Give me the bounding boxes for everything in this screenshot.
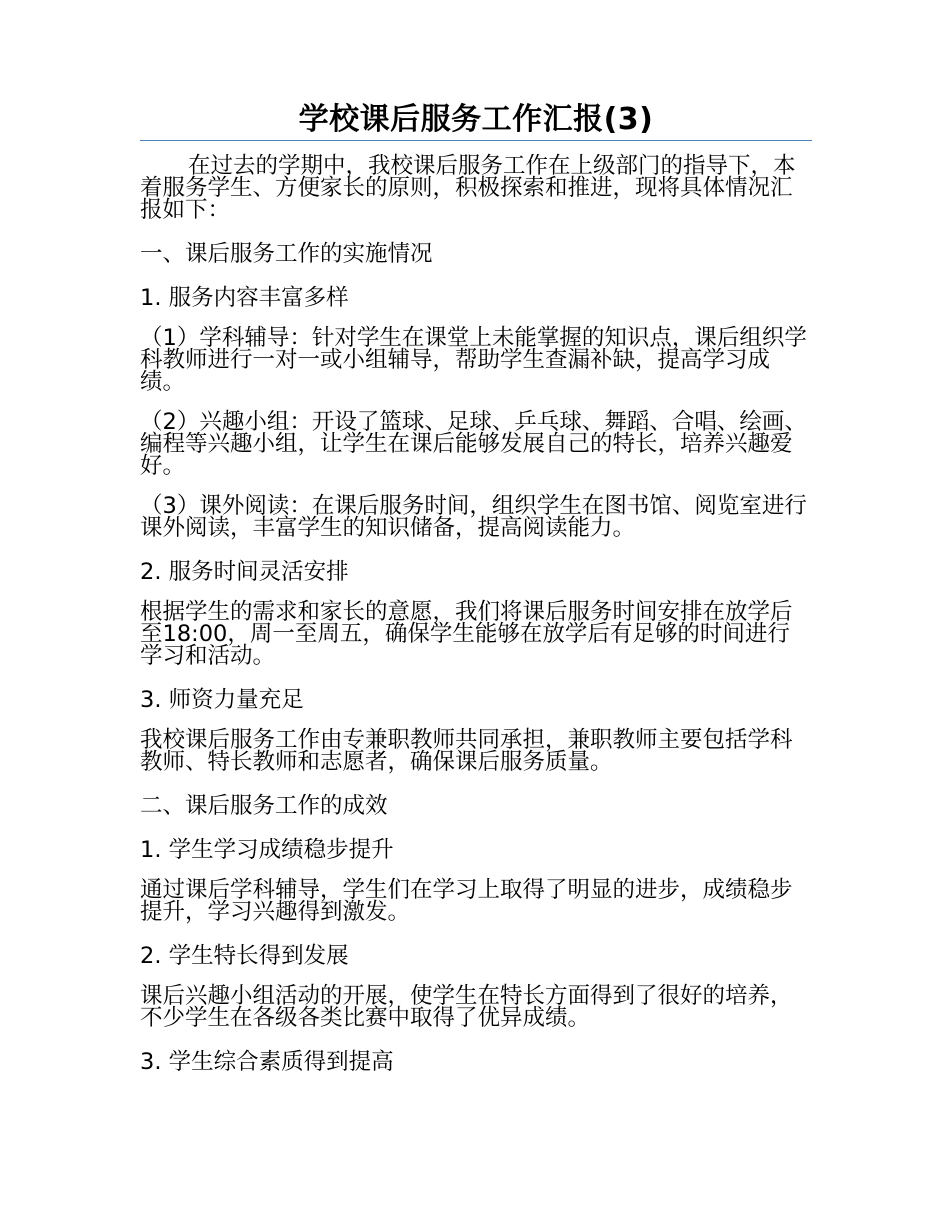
section-1-sub-2-heading: 2. 服务时间灵活安排 (140, 559, 349, 585)
section-1-sub-1-heading: 1. 服务内容丰富多样 (140, 285, 349, 311)
section-1-sub-2-text: 根据学生的需求和家长的意愿，我们将课后服务时间安排在放学后至18:00，周一至周五，确保学生能够在放学后有足够的时间进行学习和活动。 (140, 599, 793, 669)
section-2-sub-2-heading: 2. 学生特长得到发展 (140, 943, 349, 969)
document-page (140, 100, 812, 1077)
section-1-sub-1-item-2: （2）兴趣小组：开设了篮球、足球、乒乓球、舞蹈、合唱、绘画、编程等兴趣小组，让学生在课后能够发展自己的特长，培养兴趣爱好。 (140, 409, 807, 479)
section-1-sub-1-item-3: （3）课外阅读：在课后服务时间，组织学生在图书馆、阅览室进行课外阅读，丰富学生的知识储备，提高阅读能力。 (140, 493, 807, 541)
title-underline (140, 140, 812, 141)
section-2-sub-3-heading: 3. 学生综合素质得到提高 (140, 1049, 394, 1075)
section-1-sub-3-heading: 3. 师资力量充足 (140, 687, 304, 713)
section-2-sub-2-text: 课后兴趣小组活动的开展，使学生在特长方面得到了很好的培养，不少学生在各级各类比赛中取得了优异成绩。 (140, 983, 793, 1031)
section-1-sub-1-item-1: （1）学科辅导：针对学生在课堂上未能掌握的知识点，课后组织学科教师进行一对一或小组辅导，帮助学生查漏补缺，提高学习成绩。 (140, 325, 807, 395)
document-title: 学校课后服务工作汇报(3) (298, 102, 654, 137)
section-1-heading: 一、课后服务工作的实施情况 (140, 241, 433, 267)
intro-paragraph: 在过去的学期中，我校课后服务工作在上级部门的指导下，本着服务学生、方便家长的原则，积极探索和推进，现将具体情况汇报如下： (140, 153, 796, 223)
section-1-sub-3-text: 我校课后服务工作由专兼职教师共同承担，兼职教师主要包括学科教师、特长教师和志愿者，确保课后服务质量。 (140, 727, 793, 775)
section-2-sub-1-text: 通过课后学科辅导，学生们在学习上取得了明显的进步，成绩稳步提升，学习兴趣得到激发。 (140, 877, 793, 925)
section-2-sub-1-heading: 1. 学生学习成绩稳步提升 (140, 837, 394, 863)
section-2-heading: 二、课后服务工作的成效 (140, 793, 388, 819)
